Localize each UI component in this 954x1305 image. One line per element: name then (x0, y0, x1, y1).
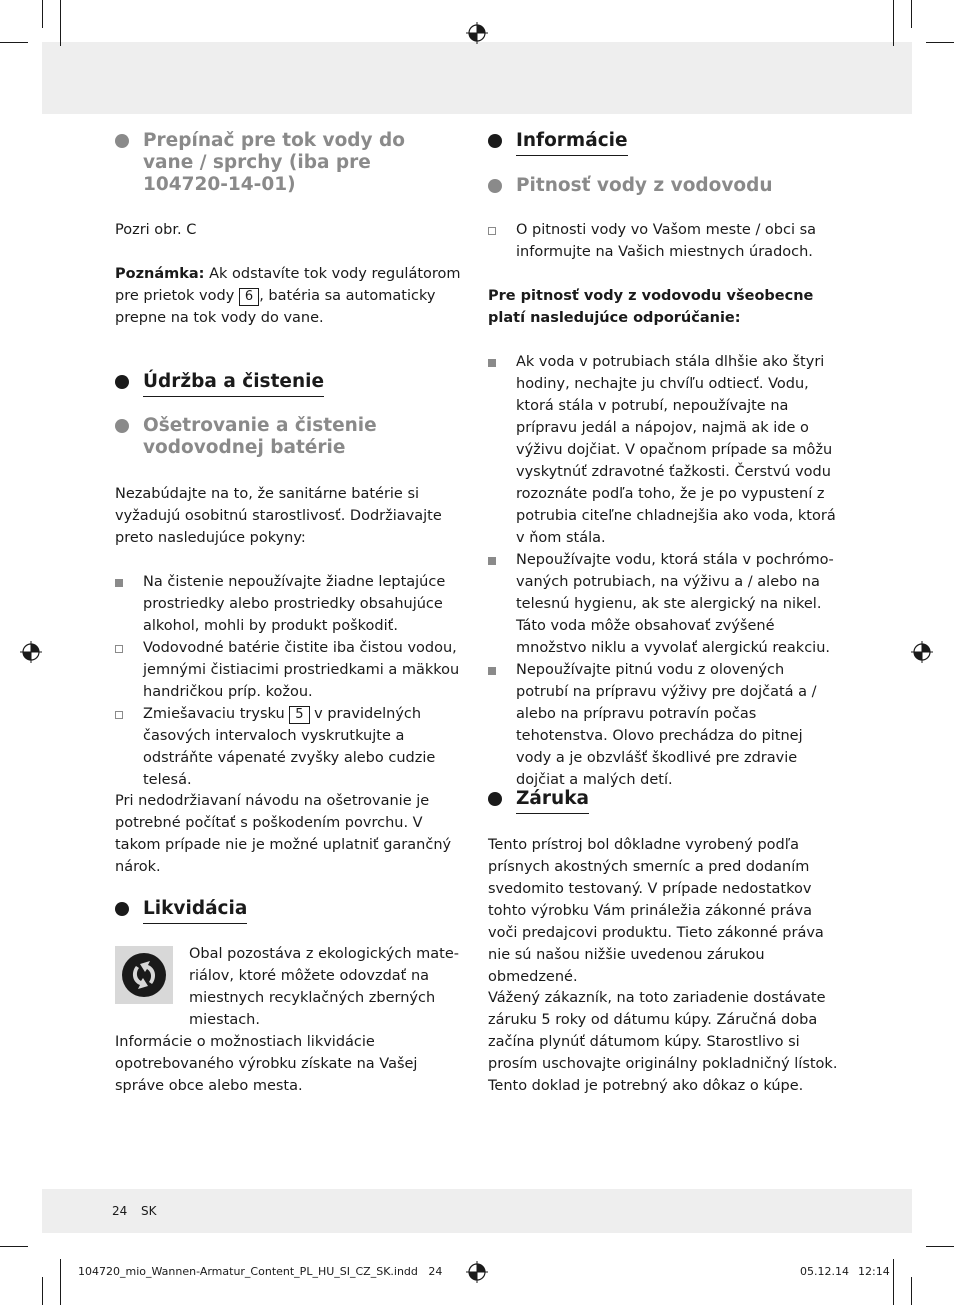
registration-mark-icon (911, 641, 933, 663)
file-name: 104720_mio_Wannen-Armatur_Content_PL_HU_SI_CZ_SK.indd 24 (78, 1265, 443, 1278)
recommendation-heading: Pre pitnosť vody z vodovodu všeobecne platí nasledujúce odporúčanie: (488, 288, 814, 326)
language-code: SK (141, 1204, 157, 1218)
disposal-packaging: Obal pozostáva z ekologických materiálov, ktoré môžete odovzdať na miestnych recyklačných zberných miestach. (189, 946, 459, 1028)
square-bullet-icon (488, 359, 496, 367)
list-item-text: Vodovodné batérie čistite iba čistou vodou, jemnými čistiacimi prostriedkami a mäkkou handričkou príp. kožou. (143, 640, 460, 700)
heading-text: Údržba a čistenie (143, 371, 324, 397)
bullet-dot-icon (488, 792, 502, 806)
disposal-info: Informácie o možnostiach likvidácie opotrebovaného výrobku získate na Vašej správe obce alebo mesta. (115, 1034, 418, 1094)
square-bullet-icon (115, 579, 123, 587)
see-figure: Pozri obr. C (115, 222, 197, 238)
section-heading-maintenance (115, 371, 455, 397)
part-reference: 5 (289, 706, 309, 724)
section-heading-warranty (488, 788, 838, 814)
section-heading-water (488, 175, 838, 197)
registration-mark-icon (466, 22, 488, 44)
list-item (115, 571, 465, 637)
green-dot-recycle-icon (115, 946, 173, 1004)
print-time: 12:14 (858, 1265, 890, 1278)
note-label: Poznámka: (115, 266, 205, 282)
section-heading-care (115, 415, 415, 459)
section-heading-diverter (115, 130, 445, 196)
bullet-dot-icon (488, 134, 502, 148)
list-item (488, 351, 838, 549)
note-text-2: , batéria sa automaticky prepne na tok vody do vane. (115, 288, 436, 326)
list-item (488, 219, 838, 263)
part-reference: 6 (239, 288, 259, 306)
item-text-1: Zmiešavaciu trysku (143, 706, 290, 722)
list-item-text: Nepoužívajte pitnú vodu z olovených potrubí na prípravu výživy pre dojčatá a / alebo na prípravu potravín počas tehotenstva. Olovo prechádza do pitnej vody a je obzvlášť škodlivé pre zdravie dojčiat a malých detí. (516, 662, 817, 788)
care-outro: Pri nedodržiavaní návodu na ošetrovanie je potrebné počítať s poškodením povrchu. V takom prípade nie je možné uplatniť garančný nárok. (115, 793, 452, 875)
heading-text: Informácie (516, 130, 628, 156)
heading-text: Pitnosť vody z vodovodu (516, 175, 773, 196)
note-text-1: Ak odstavíte tok vody regulátorom pre prietok vody (115, 266, 461, 304)
registration-mark-icon (20, 641, 42, 663)
page-number: 24 (112, 1204, 128, 1218)
registration-mark-icon (466, 1261, 488, 1283)
warranty-paragraph-2: Vážený zákazník, na toto zariadenie dostávate záruku 5 roky od dátumu kúpy. Záručná doba začína plynúť dátumom kúpy. Starostlivo si prosím uschovajte originálny pokladničný lístok. Tento doklad je potrebný ako dôkaz o kúpe. (488, 990, 838, 1094)
heading-text: Prepínač pre tok vody do vane / sprchy (iba pre 104720-14-01) (143, 130, 405, 195)
section-heading-info (488, 130, 838, 156)
list-item-text: Nepoužívajte vodu, ktorá stála v pochrómovaných potrubiach, na výživu a / alebo na telesnú hygienu, ak ste alergický na nikel. Táto voda môže obsahovať zvýšené množstvo niklu a vyvolať alergickú reakciu. (516, 552, 834, 656)
list-item-text (143, 703, 465, 791)
list-item (115, 637, 465, 703)
header-band (42, 42, 912, 114)
care-list (115, 571, 465, 791)
list-item (488, 549, 838, 659)
warranty-paragraph-1: Tento prístroj bol dôkladne vyrobený podľa prísnych akostných smerníc a pred dodaním svedomito testovaný. V prípade nedostatkov tohto výrobku Vám prináležia zákonné práva voči predajcovi produktu. Tieto zákonné práva nie sú našou nižšie uvedenou zárukou obmedzené. (488, 837, 824, 985)
list-item-text: O pitnosti vody vo Vašom meste / obci sa informujte na Vašich miestnych úradoch. (516, 222, 817, 260)
bullet-dot-icon (115, 419, 129, 433)
list-item-text: Ak voda v potrubiach stála dlhšie ako štyri hodiny, nechajte ju chvíľu odtiecť. Vodu, ktorá stála v potrubí, nepoužívajte na prípravu jedál a nápojov, najmä ak ide o výživu dojčiat. V opačnom prípade sa môžu vyskytnúť zdravotné ťažkosti. Čerstvú vodu rozoznáte podľa toho, že je po vypustení z potrubia citeľne chladnejšia ako voda, ktorá v ňom stála. (516, 354, 836, 546)
heading-text: Záruka (516, 788, 589, 814)
square-bullet-icon (488, 557, 496, 565)
checkbox-bullet-icon (115, 711, 123, 719)
footer-band (42, 1189, 912, 1233)
bullet-dot-icon (115, 134, 129, 148)
list-item (488, 659, 838, 791)
bullet-dot-icon (115, 375, 129, 389)
list-item-text: Na čistenie nepoužívajte žiadne leptajúce prostriedky alebo prostriedky obsahujúce alkohol, mohli by produkt poškodiť. (143, 574, 446, 634)
bullet-dot-icon (488, 179, 502, 193)
item-text-2: v pravidelných časových intervaloch vyskrutkujte a odstráňte vápenaté zvyšky alebo cudzie telesá. (143, 706, 436, 788)
note-paragraph (115, 263, 465, 329)
checkbox-bullet-icon (115, 645, 123, 653)
heading-text: Ošetrovanie a čistenie vodovodnej batérie (143, 415, 377, 458)
bullet-dot-icon (115, 902, 129, 916)
care-intro: Nezabúdajte na to, že sanitárne batérie si vyžadujú osobitnú starostlivosť. Dodržiavajte preto nasledujúce pokyny: (115, 486, 442, 546)
print-date: 05.12.14 (800, 1265, 849, 1278)
section-heading-disposal (115, 898, 455, 924)
checkbox-bullet-icon (488, 227, 496, 235)
square-bullet-icon (488, 667, 496, 675)
heading-text: Likvidácia (143, 898, 247, 924)
recommendation-list (488, 351, 838, 791)
list-item (115, 703, 465, 791)
